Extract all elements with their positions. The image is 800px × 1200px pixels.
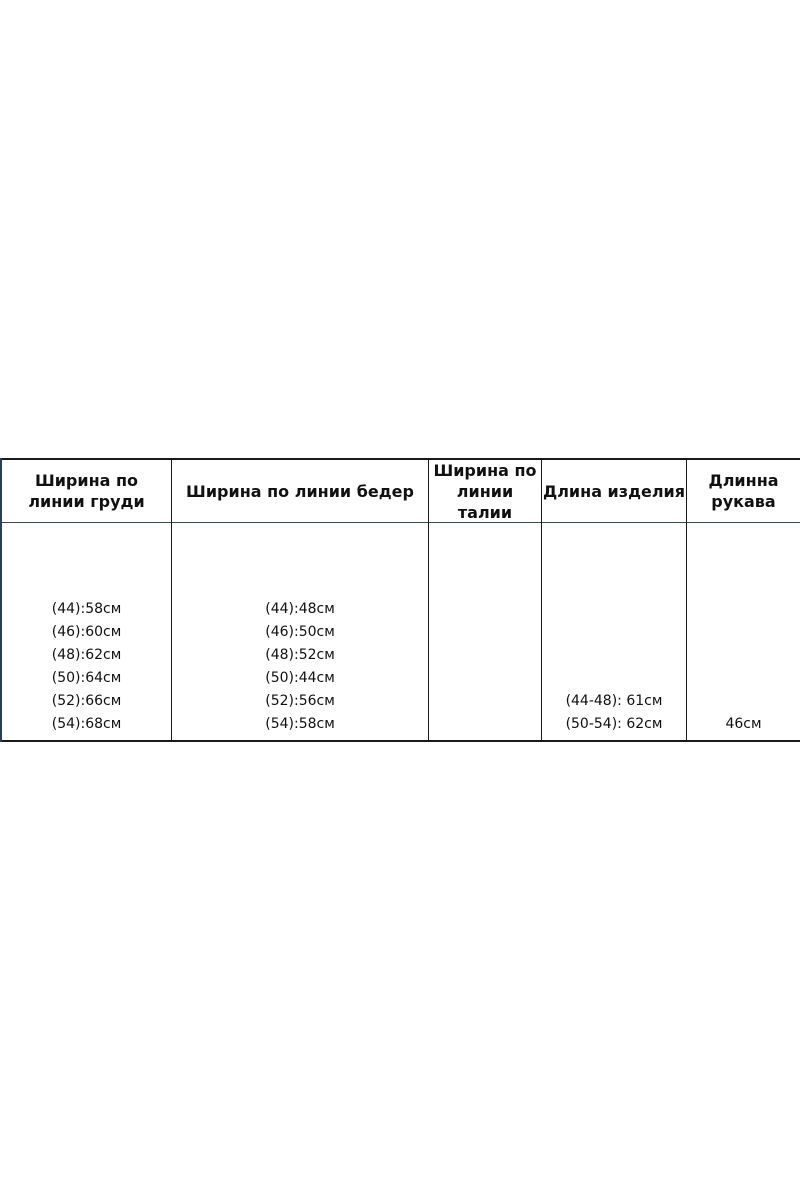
table-bottom-border bbox=[0, 740, 800, 742]
header-chest-width: Ширина по линии груди bbox=[28, 471, 145, 511]
length-value: (44-48): 61см bbox=[565, 693, 663, 709]
hip-value: (50):44см bbox=[265, 670, 335, 686]
header-product-length: Длина изделия bbox=[542, 481, 686, 501]
hip-value: (46):50см bbox=[265, 624, 335, 640]
chest-value: (48):62см bbox=[51, 647, 122, 663]
header-hip-width: Ширина по линии бедер bbox=[186, 481, 414, 501]
size-table bbox=[0, 458, 800, 742]
length-value: (50-54): 62см bbox=[565, 716, 663, 732]
hip-value: (54):58см bbox=[265, 716, 335, 732]
chest-value: (46):60см bbox=[51, 624, 122, 640]
chest-value: (52):66см bbox=[51, 693, 122, 709]
hip-value: (44):48см bbox=[265, 601, 335, 617]
chest-values-cell bbox=[2, 523, 171, 740]
chest-value: (50):64см bbox=[51, 670, 122, 686]
hip-values-cell bbox=[172, 523, 428, 740]
length-values-cell bbox=[542, 523, 686, 740]
chest-value: (44):58см bbox=[51, 601, 122, 617]
chest-value: (54):68см bbox=[51, 716, 122, 732]
sleeve-value: 46см bbox=[725, 716, 762, 732]
sleeve-values-cell bbox=[687, 523, 800, 740]
hip-value: (48):52см bbox=[265, 647, 335, 663]
waist-values-cell bbox=[429, 523, 541, 740]
header-waist-width: Ширина по линии талии bbox=[433, 460, 537, 522]
hip-value: (52):56см bbox=[265, 693, 335, 709]
header-sleeve-length: Длинна рукава bbox=[708, 471, 779, 511]
